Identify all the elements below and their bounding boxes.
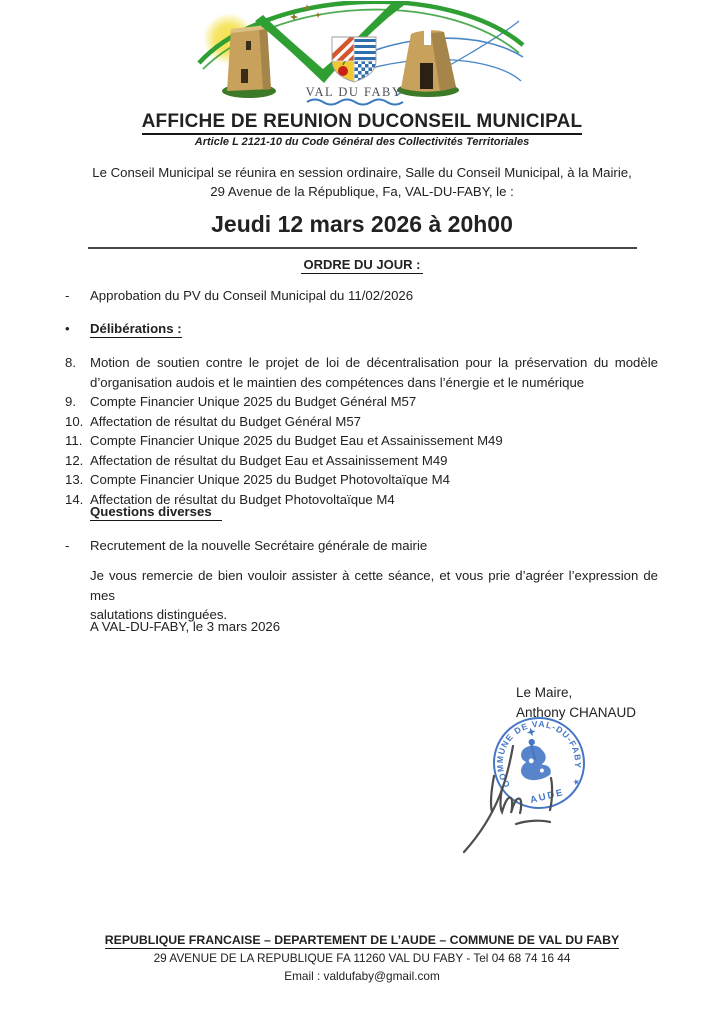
logo-illustration (197, 1, 527, 107)
val-du-faby-logo (197, 1, 527, 107)
agenda-item (65, 451, 658, 471)
stamp-bottom-text: AUDE (529, 786, 566, 807)
place-date-line (65, 617, 658, 637)
approval-text: Approbation du PV du Conseil Municipal du 11/02/2026 (90, 288, 414, 303)
star-icon: ★ (571, 776, 581, 788)
intro-line-1: Le Conseil Municipal se réunira en session ordinaire, Salle du Conseil Municipal, à la Mairie, (92, 165, 632, 180)
footer-line-1-text: REPUBLIQUE FRANCAISE – DEPARTEMENT DE L’AUDE – COMMUNE DE VAL DU FABY (104, 933, 620, 947)
agenda-approval (65, 286, 658, 306)
recruitment-text: Recrutement de la nouvelle Secrétaire générale de mairie (90, 538, 428, 553)
signer-name: Anthony CHANAUD (516, 705, 637, 720)
courtesy-line-1: Je vous remercie de bien vouloir assister à cette séance, et vous prie d’agréer l’expression de mes (90, 568, 658, 603)
agenda-heading-text: ORDRE DU JOUR : (303, 257, 421, 272)
agenda-item-text: Compte Financier Unique 2025 du Budget Photovoltaïque M4 (90, 472, 450, 487)
agenda-recruitment (65, 536, 658, 556)
agenda-item-number: 12. (65, 452, 84, 468)
agenda-item-text: Affectation de résultat du Budget Photovoltaïque M4 (90, 491, 395, 507)
courtesy-line-2: salutations distinguées. (90, 607, 228, 622)
agenda-item-text: Compte Financier Unique 2025 du Budget Général M57 (90, 394, 417, 409)
meeting-datetime: Jeudi 12 mars 2026 à 20h00 (211, 211, 513, 237)
place-date-text: A VAL-DU-FABY, le 3 mars 2026 (90, 619, 281, 634)
stamp-ring-text: COMMUNE DE VAL-DU-FABY (494, 718, 584, 790)
intro-line-2: 29 Avenue de la République, Fa, VAL-DU-FABY, le : (210, 184, 514, 199)
agenda-deliberations (65, 319, 658, 339)
agenda-item-number: 13. (65, 472, 84, 487)
footer-line-1 (0, 932, 724, 949)
agenda-item (65, 353, 658, 392)
footer-line-3: Email : valdufaby@gmail.com (284, 969, 440, 983)
page-title (0, 111, 724, 133)
dash-marker: - (65, 538, 70, 553)
bullet-marker: • (65, 321, 70, 336)
intro-paragraph (0, 163, 724, 201)
agenda-item-number: 10. (65, 413, 84, 429)
agenda-item (65, 412, 658, 432)
page-title-text: AFFICHE DE REUNION DUCONSEIL MUNICIPAL (142, 111, 583, 135)
agenda-item-text: Motion de soutien contre le projet de loi de décentralisation pour la préservation du modèle d’organisation audois et le maintien des compétences dans l’énergie et le numérique (90, 355, 658, 390)
river-wave-line (307, 100, 403, 105)
questions-diverses-heading (65, 502, 658, 522)
footer (0, 932, 724, 985)
agenda-item (65, 431, 658, 451)
agenda-item-number: 8. (65, 355, 76, 370)
agenda-item-text: Affectation de résultat du Budget Eau et Assainissement M49 (90, 452, 448, 468)
agenda-heading (0, 257, 724, 272)
page-subtitle: Article L 2121-10 du Code Général des Collectivités Territoriales (194, 136, 530, 148)
footer-line-2: 29 AVENUE DE LA REPUBLIQUE FA 11260 VAL DU FABY - Tel 04 68 74 16 44 (153, 951, 571, 965)
agenda-item-text: Compte Financier Unique 2025 du Budget Eau et Assainissement M49 (90, 433, 503, 448)
agenda-numbered-list (65, 353, 658, 509)
deliberations-label: Délibérations : (90, 321, 182, 336)
agenda-item-text: Affectation de résultat du Budget Général M57 (90, 413, 362, 429)
agenda-item-number: 11. (65, 433, 83, 448)
round-tower (397, 30, 459, 97)
logo-wordmark: VAL DU FABY (305, 85, 403, 99)
handwritten-signature (450, 740, 580, 860)
signer-role: Le Maire, (516, 685, 573, 700)
coat-of-arms (328, 34, 376, 82)
horizontal-rule (88, 247, 637, 249)
agenda-item (65, 392, 658, 412)
agenda-item-number: 14. (65, 491, 84, 507)
agenda-item (65, 470, 658, 490)
agenda-item-number: 9. (65, 394, 76, 409)
questions-label: Questions diverses (90, 504, 222, 521)
signature-strokes (450, 740, 580, 860)
dash-marker: - (65, 288, 70, 303)
courtesy-paragraph (65, 566, 658, 625)
